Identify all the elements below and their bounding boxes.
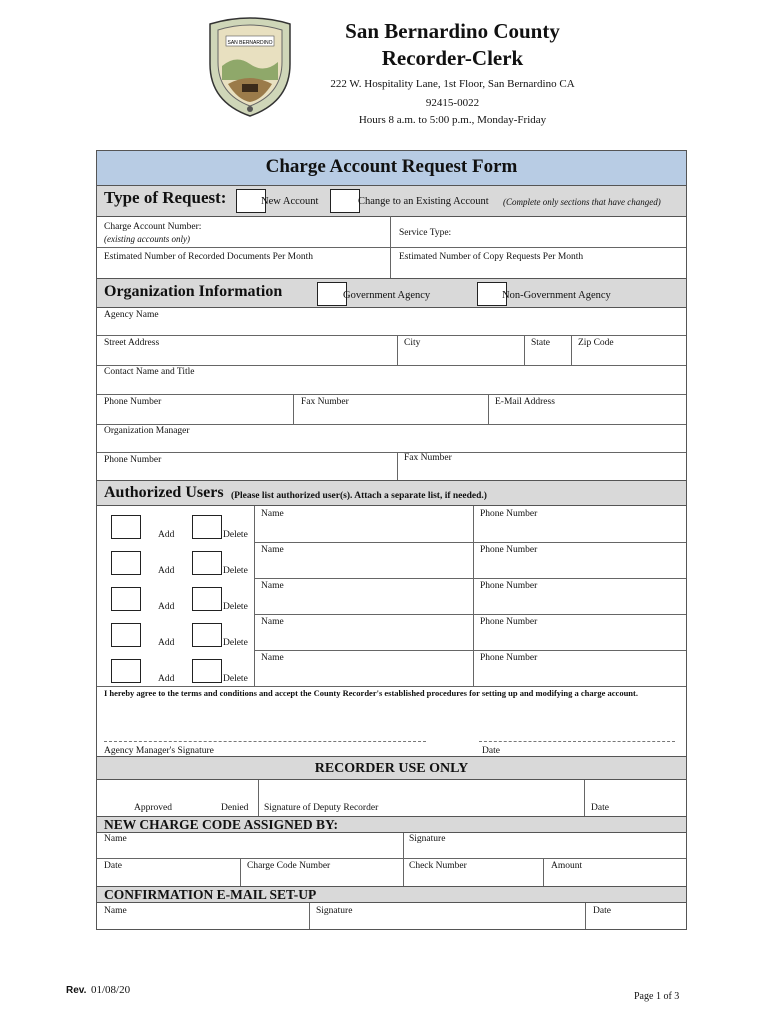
confirm-date-label: Date — [593, 906, 611, 916]
user-phone-label: Phone Number — [480, 581, 538, 591]
charge-account-number-label: Charge Account Number: — [104, 222, 202, 232]
code-signature-label: Signature — [409, 834, 446, 844]
add-label: Add — [158, 638, 175, 648]
revision-label: Rev. — [66, 985, 87, 996]
existing-accounts-note: (existing accounts only) — [104, 234, 190, 244]
divider — [584, 780, 585, 816]
delete-user-checkbox[interactable] — [192, 587, 222, 611]
agency-name-label: Agency Name — [104, 310, 159, 320]
divider — [473, 578, 474, 614]
divider — [571, 335, 572, 365]
contact-label: Contact Name and Title — [104, 367, 195, 377]
approved-label: Approved — [134, 803, 172, 813]
est-copy-label: Estimated Number of Copy Requests Per Month — [399, 252, 584, 262]
charge-code-number-label: Charge Code Number — [247, 861, 331, 871]
delete-label: Delete — [223, 602, 248, 612]
county-name: San Bernardino County — [345, 19, 560, 43]
city-label: City — [404, 338, 421, 348]
divider — [488, 394, 489, 424]
delete-user-checkbox[interactable] — [192, 515, 222, 539]
manager-phone-label: Phone Number — [104, 455, 162, 465]
zip-code-label: Zip Code — [578, 338, 614, 348]
add-user-checkbox[interactable] — [111, 623, 141, 647]
manager-signature-label: Agency Manager's Signature — [104, 746, 214, 756]
divider — [258, 780, 259, 816]
change-account-checkbox[interactable] — [330, 189, 360, 213]
user-name-label: Name — [261, 617, 284, 627]
manager-signature-line[interactable] — [104, 741, 426, 742]
code-date-label: Date — [104, 861, 122, 871]
add-label: Add — [158, 530, 175, 540]
street-address-label: Street Address — [104, 338, 160, 348]
charge-account-form — [96, 150, 687, 930]
divider — [585, 903, 586, 929]
divider — [473, 506, 474, 542]
divider — [97, 858, 686, 859]
user-phone-label: Phone Number — [480, 617, 538, 627]
organization-heading: Organization Information — [104, 283, 283, 300]
add-user-checkbox[interactable] — [111, 659, 141, 683]
divider — [473, 614, 474, 650]
divider — [254, 650, 686, 651]
non-government-agency-label: Non-Government Agency — [502, 290, 611, 301]
recorder-use-heading: RECORDER USE ONLY — [314, 761, 469, 776]
department-name: Recorder-Clerk — [381, 46, 524, 70]
office-zip: 92415-0022 — [425, 97, 480, 109]
add-user-checkbox[interactable] — [111, 551, 141, 575]
delete-label: Delete — [223, 638, 248, 648]
org-manager-label: Organization Manager — [104, 426, 190, 436]
check-number-label: Check Number — [409, 861, 467, 871]
divider — [97, 452, 686, 453]
email-label: E-Mail Address — [495, 397, 555, 407]
divider — [524, 335, 525, 365]
service-type-label: Service Type: — [399, 228, 452, 238]
authorized-users-heading: Authorized Users — [104, 484, 224, 501]
manager-date-line[interactable] — [479, 741, 675, 742]
revision-date: 01/08/20 — [91, 984, 131, 996]
divider — [403, 858, 404, 886]
type-of-request-row — [97, 186, 686, 217]
divider — [97, 365, 686, 366]
change-account-label: Change to an Existing Account — [358, 196, 489, 207]
form-title: Charge Account Request Form — [265, 156, 518, 177]
recorder-date-label: Date — [591, 803, 609, 813]
user-phone-label: Phone Number — [480, 545, 538, 555]
confirmation-heading: CONFIRMATION E-MAIL SET-UP — [104, 887, 317, 902]
divider — [254, 542, 686, 543]
divider — [97, 424, 686, 425]
divider — [293, 394, 294, 424]
phone-label: Phone Number — [104, 397, 162, 407]
page-number: Page 1 of 3 — [634, 991, 680, 1002]
agreement-text: I hereby agree to the terms and conditions and accept the County Recorder's established procedures for setting up and modifying a charge account. — [104, 688, 638, 698]
divider — [473, 650, 474, 686]
recorder-use-band — [97, 756, 686, 780]
add-user-checkbox[interactable] — [111, 515, 141, 539]
new-charge-code-band — [97, 816, 686, 833]
manager-fax-label: Fax Number — [404, 453, 452, 463]
user-name-label: Name — [261, 581, 284, 591]
fax-label: Fax Number — [301, 397, 349, 407]
delete-label: Delete — [223, 674, 248, 684]
delete-user-checkbox[interactable] — [192, 551, 222, 575]
divider — [254, 650, 255, 686]
confirm-signature-label: Signature — [316, 906, 353, 916]
manager-date-label: Date — [482, 746, 500, 756]
divider — [403, 833, 404, 858]
delete-label: Delete — [223, 530, 248, 540]
est-recorded-label: Estimated Number of Recorded Documents Per Month — [104, 252, 313, 262]
divider — [309, 903, 310, 929]
new-account-label: New Account — [261, 196, 319, 207]
divider — [473, 542, 474, 578]
deputy-signature-label: Signature of Deputy Recorder — [264, 803, 379, 813]
divider — [254, 506, 255, 542]
government-agency-label: Government Agency — [343, 290, 431, 301]
new-charge-code-heading: NEW CHARGE CODE ASSIGNED BY: — [104, 817, 339, 832]
organization-band — [97, 278, 686, 308]
add-label: Add — [158, 566, 175, 576]
user-phone-label: Phone Number — [480, 509, 538, 519]
state-label: State — [531, 338, 550, 348]
seal-text: SAN BERNARDINO — [227, 40, 273, 46]
code-name-label: Name — [104, 834, 127, 844]
confirmation-band — [97, 886, 686, 903]
divider — [397, 335, 398, 365]
authorized-users-band — [97, 480, 686, 506]
delete-user-checkbox[interactable] — [192, 623, 222, 647]
change-account-note: (Complete only sections that have changed) — [503, 197, 661, 207]
user-name-label: Name — [261, 653, 284, 663]
user-phone-label: Phone Number — [480, 653, 538, 663]
divider — [97, 247, 686, 248]
add-user-checkbox[interactable] — [111, 587, 141, 611]
divider — [254, 614, 255, 650]
confirm-name-label: Name — [104, 906, 127, 916]
add-label: Add — [158, 674, 175, 684]
amount-label: Amount — [551, 861, 583, 871]
office-hours: Hours 8 a.m. to 5:00 p.m., Monday-Friday — [358, 114, 547, 126]
divider — [97, 394, 686, 395]
county-seal — [206, 14, 294, 118]
user-name-label: Name — [261, 509, 284, 519]
denied-label: Denied — [221, 803, 249, 813]
delete-user-checkbox[interactable] — [192, 659, 222, 683]
delete-label: Delete — [223, 566, 248, 576]
authorized-users-note: (Please list authorized user(s). Attach a separate list, if needed.) — [231, 491, 487, 501]
divider — [254, 614, 686, 615]
type-of-request-heading: Type of Request: — [104, 188, 227, 207]
form-title-band — [97, 151, 686, 186]
user-name-label: Name — [261, 545, 284, 555]
divider — [97, 335, 686, 336]
divider — [254, 578, 255, 614]
add-label: Add — [158, 602, 175, 612]
divider — [254, 578, 686, 579]
divider — [240, 858, 241, 886]
divider — [254, 542, 255, 578]
divider — [397, 452, 398, 480]
divider — [543, 858, 544, 886]
office-address: 222 W. Hospitality Lane, 1st Floor, San Bernardino CA — [330, 78, 575, 90]
